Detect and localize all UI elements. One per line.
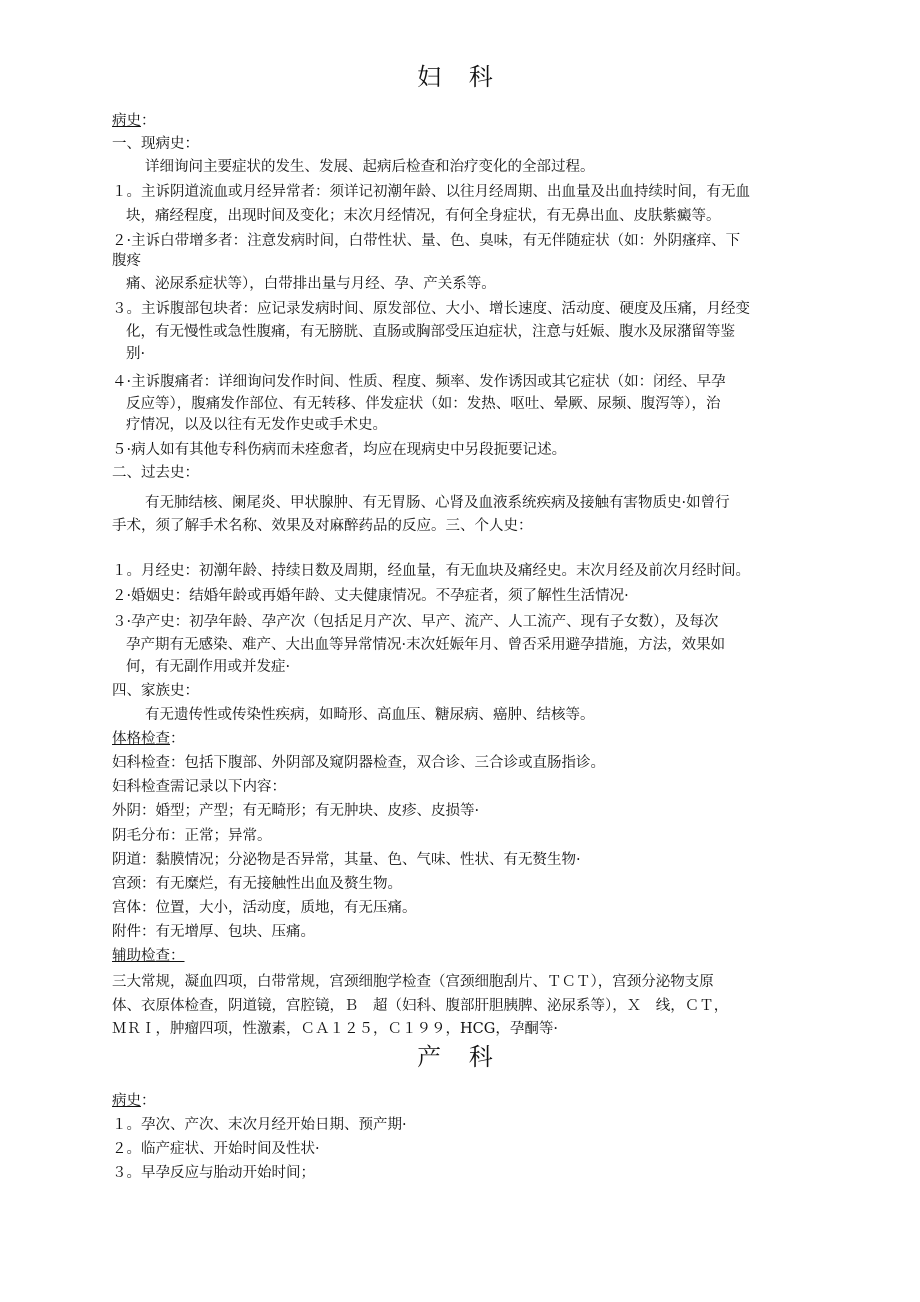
exam-colon: ：	[170, 731, 185, 747]
exam-heading-line	[112, 729, 842, 749]
item3-line2: 化，有无慢性或急性腹痛，有无膀胱、直肠或胸部受压迫症状，注意与妊娠、腹水及尿潴留等鉴	[126, 324, 735, 340]
aux-line1: 三大常规，凝血四项，白带常规，宫颈细胞学检查（宫颈细胞刮片、ＴＣＴ），宫颈分泌物支原	[112, 974, 714, 990]
obstetrics-item3: ３。早孕反应与胎动开始时间；	[112, 1165, 315, 1181]
history-colon: ：	[141, 113, 156, 129]
item4-line1: ４·主诉腹痛者：详细询问发作时间、性质、程度、频率、发作诱因或其它症状（如：闭经、早孕	[112, 374, 726, 390]
obstetrics-item2: ２。临产症状、开始时间及性状·	[112, 1141, 320, 1157]
history-heading: 病史	[112, 113, 141, 129]
item3-line1: ３。主诉腹部包块者：应记录发病时间、原发部位、大小、增长速度、活动度、硬度及压痛，月经变	[112, 301, 750, 317]
obstetrics-history-heading: 病史	[112, 1093, 141, 1109]
aux-line3: ＭＲＩ，肿瘤四项，性激素，ＣＡ１２５，Ｃ１９９，HCG，孕酮等·	[112, 1021, 558, 1037]
family-line: 有无遗传性或传染性疾病，如畸形、高血压、糖尿病、癌肿、结核等。	[145, 707, 595, 723]
item3-line3: 别·	[126, 346, 146, 362]
exam-vagina: 阴道：黏膜情况；分泌物是否异常，其量、色、气味、性状、有无赘生物·	[112, 852, 581, 868]
family-heading: 四、家族史：	[112, 683, 199, 699]
personal-item3-line3: 何，有无副作用或并发症·	[126, 659, 291, 675]
aux-heading: 辅助检查：	[112, 948, 185, 964]
personal-item2: ２·婚姻史：结婚年龄或再婚年龄、丈夫健康情况。不孕症者，须了解性生活情况·	[112, 588, 629, 604]
personal-item3-line1: ３·孕产史：初孕年龄、孕产次（包括足月产次、早产、流产、人工流产、现有子女数），及每次	[112, 614, 719, 630]
item5: ５·病人如有其他专科伤病而未痊愈者，均应在现病史中另段扼要记述。	[112, 442, 567, 458]
aux-line2: 体、衣原体检查，阴道镜，宫腔镜，Ｂ 超（妇科、腹部肝胆胰脾、泌尿系等），Ｘ 线，ＣＴ，	[112, 998, 729, 1014]
item1-line1: １。主诉阴道流血或月经异常者：须详记初潮年龄、以往月经周期、出血量及出血持续时间，有无血	[112, 184, 750, 200]
exam-line2: 妇科检查需记录以下内容：	[112, 779, 286, 795]
past-heading: 二、过去史：	[112, 465, 199, 481]
obstetrics-item1: １。孕次、产次、末次月经开始日期、预产期·	[112, 1117, 407, 1133]
obstetrics-history-heading-line	[112, 1091, 842, 1111]
gynecology-title: 妇 科	[417, 63, 503, 91]
history-heading-line	[112, 111, 842, 131]
item4-line3: 疗情况，以及以往有无发作史或手术史。	[126, 417, 387, 433]
exam-cervix: 宫颈：有无糜烂，有无接触性出血及赘生物。	[112, 876, 402, 892]
exam-vulva: 外阴：婚型；产型；有无畸形；有无肿块、皮疹、皮损等·	[112, 803, 480, 819]
exam-uterus: 宫体：位置，大小，活动度，质地，有无压痛。	[112, 900, 417, 916]
exam-line1: 妇科检查：包括下腹部、外阴部及窥阴器检查，双合诊、三合诊或直肠指诊。	[112, 755, 605, 771]
present-intro: 详细询问主要症状的发生、发展、起病后检查和治疗变化的全部过程。	[145, 159, 595, 175]
personal-item3-line2: 孕产期有无感染、难产、大出血等异常情况·末次妊娠年月、曾否采用避孕措施，方法，效果如	[126, 637, 726, 653]
item2-line2: 腹疼	[112, 253, 141, 269]
exam-pubic-hair: 阴毛分布：正常；异常。	[112, 828, 272, 844]
past-line1: 有无肺结核、阑尾炎、甲状腺肿、有无胃肠、心肾及血液系统疾病及接触有害物质史·如曾行	[145, 495, 730, 511]
exam-adnexa: 附件：有无增厚、包块、压痛。	[112, 924, 315, 940]
present-illness-heading: 一、现病史：	[112, 136, 199, 152]
item4-line2: 反应等），腹痛发作部位、有无转移、伴发症状（如：发热、呕吐、晕厥、尿频、腹泻等），治	[126, 396, 721, 412]
exam-heading: 体格检查	[112, 731, 170, 747]
item2-line3: 痛、泌尿系症状等），白带排出量与月经、孕、产关系等。	[126, 276, 496, 292]
item1-line2: 块，痛经程度，出现时间及变化；末次月经情况，有何全身症状，有无鼻出血、皮肤紫癜等。	[126, 208, 721, 224]
item2-line1: ２·主诉白带增多者：注意发病时间，白带性状、量、色、臭味，有无伴随症状（如：外阴瘙痒、下	[112, 233, 741, 249]
obstetrics-title: 产 科	[417, 1043, 503, 1071]
personal-item1: １。月经史：初潮年龄、持续日数及周期，经血量，有无血块及痛经史。末次月经及前次月经时间。	[112, 563, 750, 579]
obstetrics-history-colon: ：	[141, 1093, 156, 1109]
past-line2: 手术，须了解手术名称、效果及对麻醉药品的反应。三、个人史：	[112, 518, 533, 534]
